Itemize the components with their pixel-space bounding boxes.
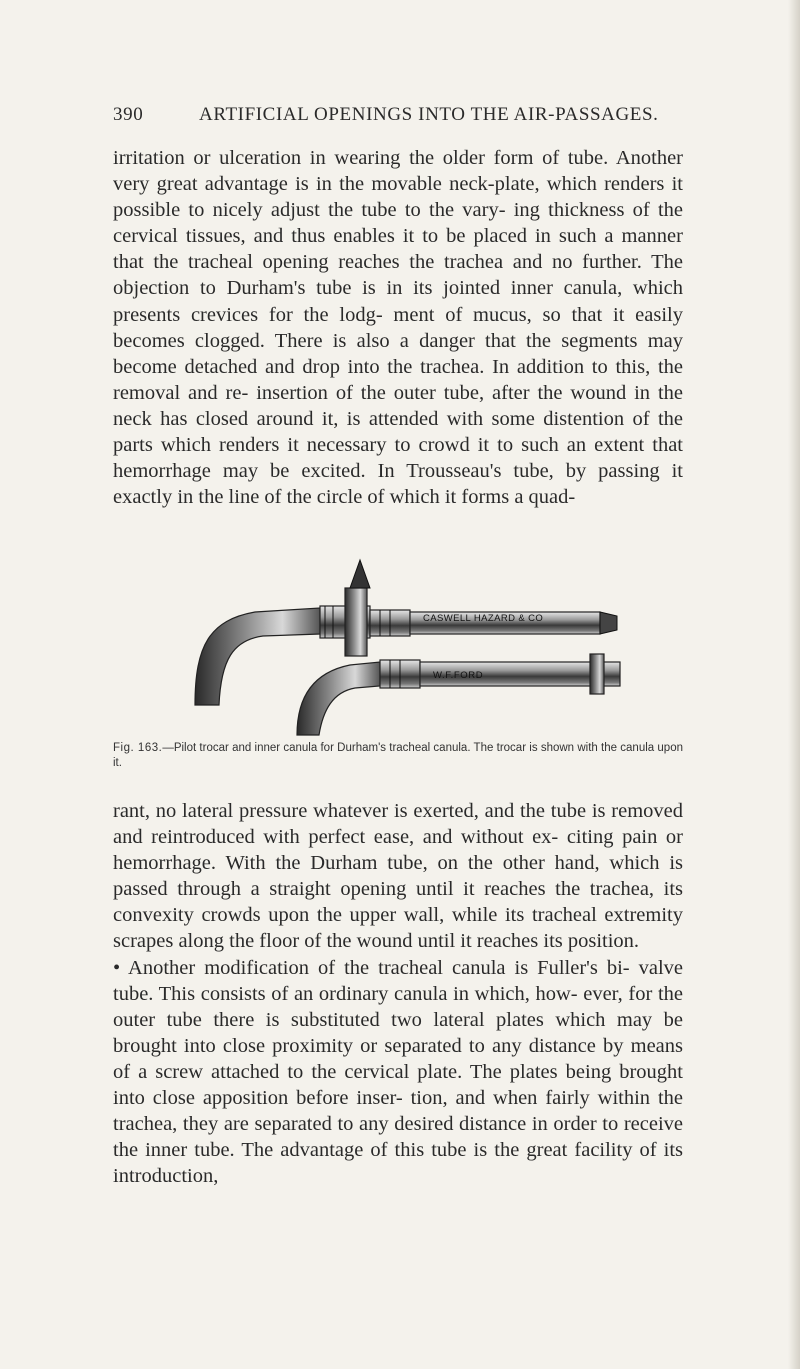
trocar-canula-illustration — [185, 550, 625, 740]
paragraph-rant: rant, no lateral pressure whatever is exerted, and the tube is removed and reintroduced with perfect ease, and without ex- citing pain or hemorrhage. With the Durham tube, on the other hand, which is passed through a straight opening until it reaches the trachea, its convexity crowds upon the upper wall, while its tracheal extremity scrapes along the floor of the wound until it reaches its position. — [113, 800, 683, 953]
figure-163 — [185, 550, 625, 740]
body-text-bottom — [113, 798, 683, 1189]
running-head — [113, 104, 678, 132]
paragraph-continued: irritation or ulceration in wearing the older form of tube. Another very great advantage is in the movable neck-plate, which renders it possible to nicely adjust the tube to the vary- ing thickness of the cervical tissues, and thus enables it to be placed in such a manner that the tracheal opening reaches the trachea and no further. The objection to Durham's tube is in its jointed inner canula, which presents crevices for the lodg- ment of mucus, so that it easily becomes clogged. There is also a danger that the segments may become detached and drop into the trachea. In addition to this, the removal and re- insertion of the outer tube, after the wound in the neck has closed around it, is attended with some distention of the parts which renders it necessary to crowd it to such an extent that hemorrhage may be excited. In Trousseau's tube, by passing it exactly in the line of the circle of which it forms a quad- — [113, 147, 683, 509]
lower-engraving: W.F.FORD — [433, 670, 484, 681]
figure-caption — [113, 741, 683, 771]
upper-engraving: CASWELL HAZARD & CO — [423, 613, 544, 624]
figure-caption-text: —Pilot trocar and inner canula for Durham's tracheal canula. The trocar is shown with the canula upon it. — [113, 742, 683, 769]
page-edge-shadow — [788, 0, 800, 1369]
paragraph-fullers-tube: • Another modification of the tracheal canula is Fuller's bi- valve tube. This consists of an ordinary canula in which, how- ever, for the outer tube there is substituted two lateral plates which may be brought into close proximity or separated to any distance by means of a screw attached to the cervical plate. The plates being brought into close apposition before inser- tion, and when fairly within the trachea, they are separated to any desired distance in order to receive the inner tube. The advantage of this tube is the great facility of its introduction, — [113, 956, 683, 1188]
lower-instrument — [297, 654, 620, 735]
running-title: ARTIFICIAL OPENINGS INTO THE AIR-PASSAGES. — [199, 104, 659, 125]
page-number: 390 — [113, 104, 144, 125]
figure-label: Fig. 163. — [113, 742, 163, 754]
body-text-top — [113, 145, 683, 510]
